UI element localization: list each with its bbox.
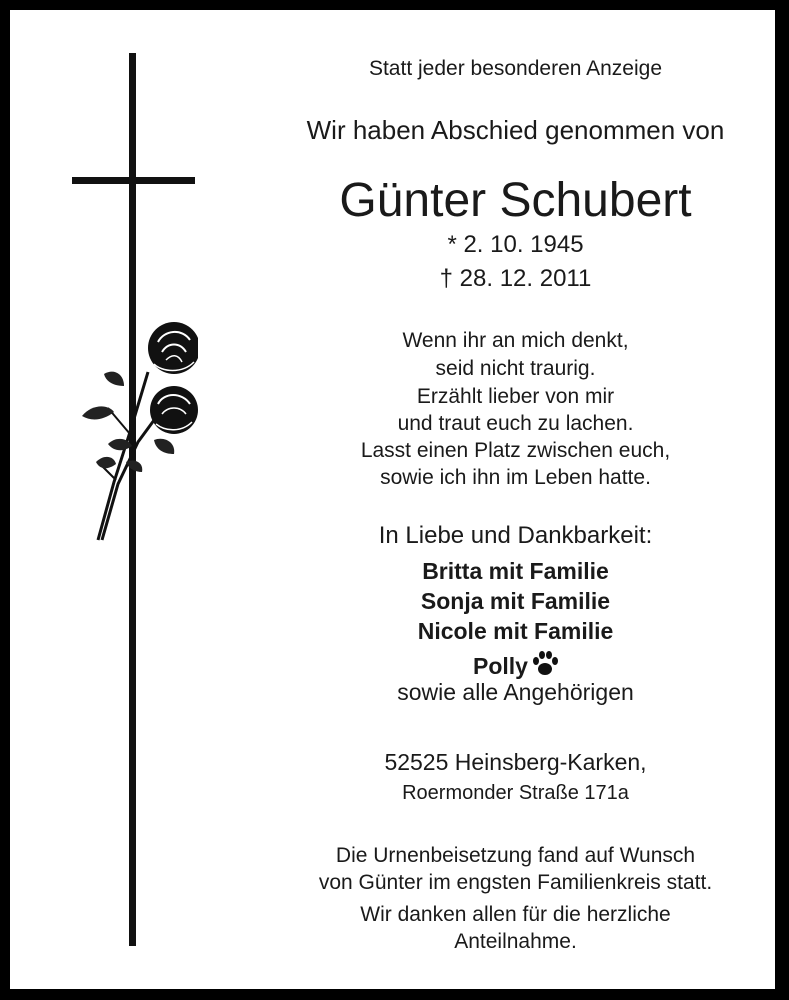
relatives-line: sowie alle Angehörigen — [397, 679, 634, 705]
farewell-intro: Wir haben Abschied genommen von — [306, 115, 725, 145]
poem-line: Erzählt lieber von mir — [416, 385, 615, 408]
poem-line: und traut euch zu lachen. — [397, 412, 634, 435]
poem-line: seid nicht traurig. — [435, 357, 596, 380]
birth-date: * 2. 10. 1945 — [447, 231, 584, 258]
burial-note-line: von Günter im engsten Familienkreis statt. — [318, 871, 713, 894]
poem-line: sowie ich ihn im Leben hatte. — [380, 466, 651, 489]
cross-icon-bar — [72, 177, 195, 184]
thanks-line: Wir danken allen für die herzliche — [360, 903, 671, 926]
mourner-line: Nicole mit Familie — [417, 618, 614, 644]
death-date: † 28. 12. 2011 — [439, 265, 592, 292]
pet-line — [235, 650, 775, 678]
thanks-line: Anteilnahme. — [454, 930, 577, 953]
deceased-name: Günter Schubert — [339, 174, 692, 227]
mourner-line: Britta mit Familie — [422, 558, 609, 584]
address-city: 52525 Heinsberg-Karken, — [384, 749, 647, 775]
rose-illustration — [78, 312, 198, 542]
poem-line: Lasst einen Platz zwischen euch, — [360, 439, 671, 462]
notice-header: Statt jeder besonderen Anzeige — [368, 57, 663, 80]
dedication: In Liebe und Dankbarkeit: — [378, 522, 653, 549]
poem-line: Wenn ihr an mich denkt, — [402, 329, 629, 352]
burial-note-line: Die Urnenbeisetzung fand auf Wunsch — [335, 844, 696, 867]
address-street: Roermonder Straße 171a — [402, 782, 629, 804]
paw-icon — [532, 650, 558, 678]
pet-name: Polly — [473, 653, 528, 679]
obituary-notice — [10, 10, 775, 989]
mourner-line: Sonja mit Familie — [420, 588, 611, 614]
